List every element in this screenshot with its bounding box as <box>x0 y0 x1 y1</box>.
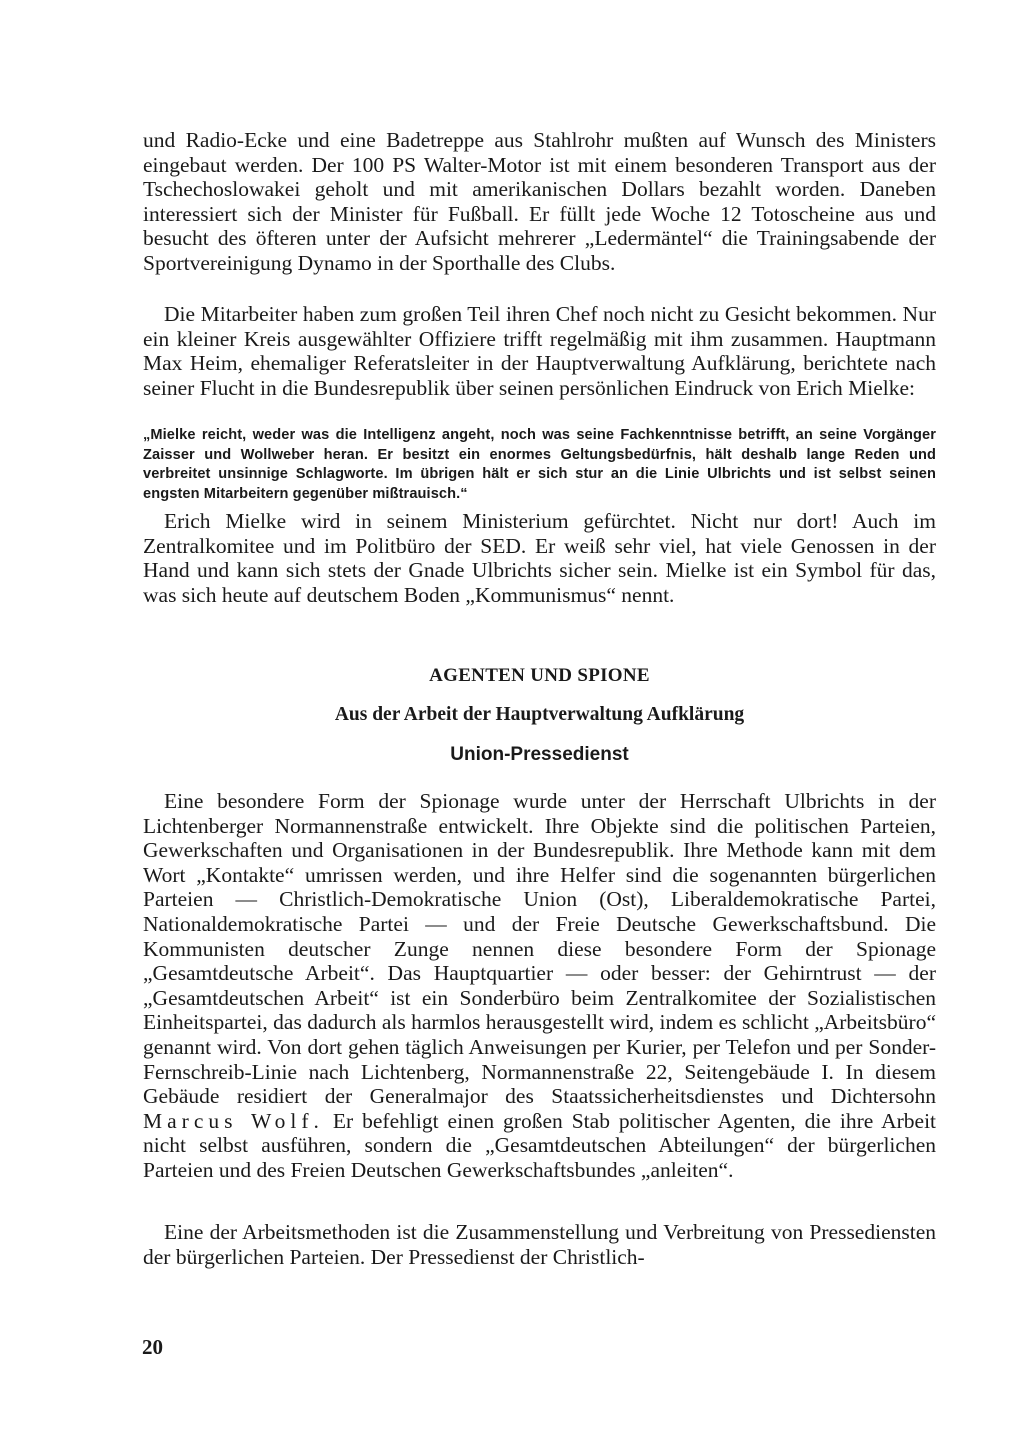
paragraph-mitarbeiter: Die Mitarbeiter haben zum großen Teil ihren Chef noch nicht zu Gesicht bekommen. Nur ein kleiner Kreis ausgewählter Offiziere trifft regelmäßig mit ihm zusammen. Hauptmann Max Heim, ehemaliger Referatsleiter in der Hauptverwaltung Aufklärung, berichtete nach seiner Flucht in die Bundesrepublik über seinen persönlichen Eindruck von Erich Mielke: <box>143 302 936 400</box>
quote-max-heim: „Mielke reicht, weder was die Intelligenz angeht, noch was seine Fachkenntnisse betrifft, an seine Vorgänger Zaisser und Wollweber heran. Er besitzt ein enormes Geltungsbedürfnis, hält deshalb lange Reden und verbreitet unsinnige Schlagworte. Im übrigen hält er sich stur an die Linie Ulbrichts und ist selbst seinen engsten Mitarbeitern gegenüber mißtrauisch.“ <box>143 427 936 502</box>
marcus-wolf-name: Marcus Wolf. <box>143 1108 324 1133</box>
page-number: 20 <box>142 1335 163 1359</box>
paragraph-arbeitsmethoden: Eine der Arbeitsmethoden ist die Zusammenstellung und Verbreitung von Pressediensten der bürgerlichen Parteien. Der Pressedienst der Christlich- <box>143 1220 936 1269</box>
section-heading: AGENTEN UND SPIONE <box>429 665 650 686</box>
section-minor-heading: Union-Pressedienst <box>450 744 629 765</box>
paragraph-mielke-boat: und Radio-Ecke und eine Badetreppe aus Stahlrohr mußten auf Wunsch des Ministers eingebaut werden. Der 100 PS Walter-Motor ist mit einem besonderen Transport aus der Tschechoslowakei geholt und mit amerikanischen Dollars bezahlt worden. Daneben interessiert sich der Minister für Fußball. Er füllt jede Woche 12 Totoscheine aus und besucht des öfteren unter der Aufsicht mehrerer „Ledermäntel“ die Trainingsabende der Sportvereinigung Dynamo in der Sporthalle des Clubs. <box>143 128 936 275</box>
paragraph-spionage-text-before: Eine besondere Form der Spionage wurde unter der Herrschaft Ulbrichts in der Lichtenberger Normannenstraße entwickelt. Ihre Objekte sind die politischen Parteien, Gewerkschaften und Organisationen in der Bundesrepublik. Ihre Methode kann mit dem Wort „Kontakte“ umrissen werden, und ihre Helfer sind die sogenannten bürgerlichen Parteien — Christlich-Demokratische Union (Ost), Liberaldemokratische Partei, Nationaldemokratische Partei — und der Freie Deutsche Gewerkschaftsbund. Die Kommunisten deutscher Zunge nennen diese besondere Form der Spionage „Gesamtdeutsche Arbeit“. Das Hauptquartier — oder besser: der Gehirntrust — der „Gesamtdeutschen Arbeit“ ist ein Sonderbüro beim Zentralkomitee der Sozialistischen Einheitspartei, das dadurch als harmlos herausgestellt wird, indem es schlicht „Arbeitsbüro“ genannt wird. Von dort gehen täglich Anweisungen per Kurier, per Telefon und per Sonder-Fernschreib-Linie nach Lichtenberg, Normannenstraße 22, Seitengebäude I. In diesem Gebäude residiert der Generalmajor des Staatssicherheitsdienstes und Dichtersohn <box>143 789 936 1109</box>
section-subheading: Aus der Arbeit der Hauptverwaltung Aufklärung <box>334 704 745 725</box>
paragraph-mielke-feared: Erich Mielke wird in seinem Ministerium gefürchtet. Nicht nur dort! Auch im Zentralkomitee und im Politbüro der SED. Er weiß sehr viel, hat viele Genossen in der Hand und kann sich stets der Gnade Ulbrichts sicher sein. Mielke ist ein Symbol für das, was sich heute auf deutschem Boden „Kommunismus“ nennt. <box>143 509 936 607</box>
paragraph-spionage <box>143 789 936 1183</box>
paragraph-spionage-text-after: Er befehligt einen großen Stab politischer Agenten, die ihre Arbeit nicht selbst ausführen, sondern die „Gesamtdeutschen Abteilungen“ der bürgerlichen Parteien und des Freien Deutschen Gewerkschaftsbundes „anleiten“. <box>143 1108 937 1182</box>
